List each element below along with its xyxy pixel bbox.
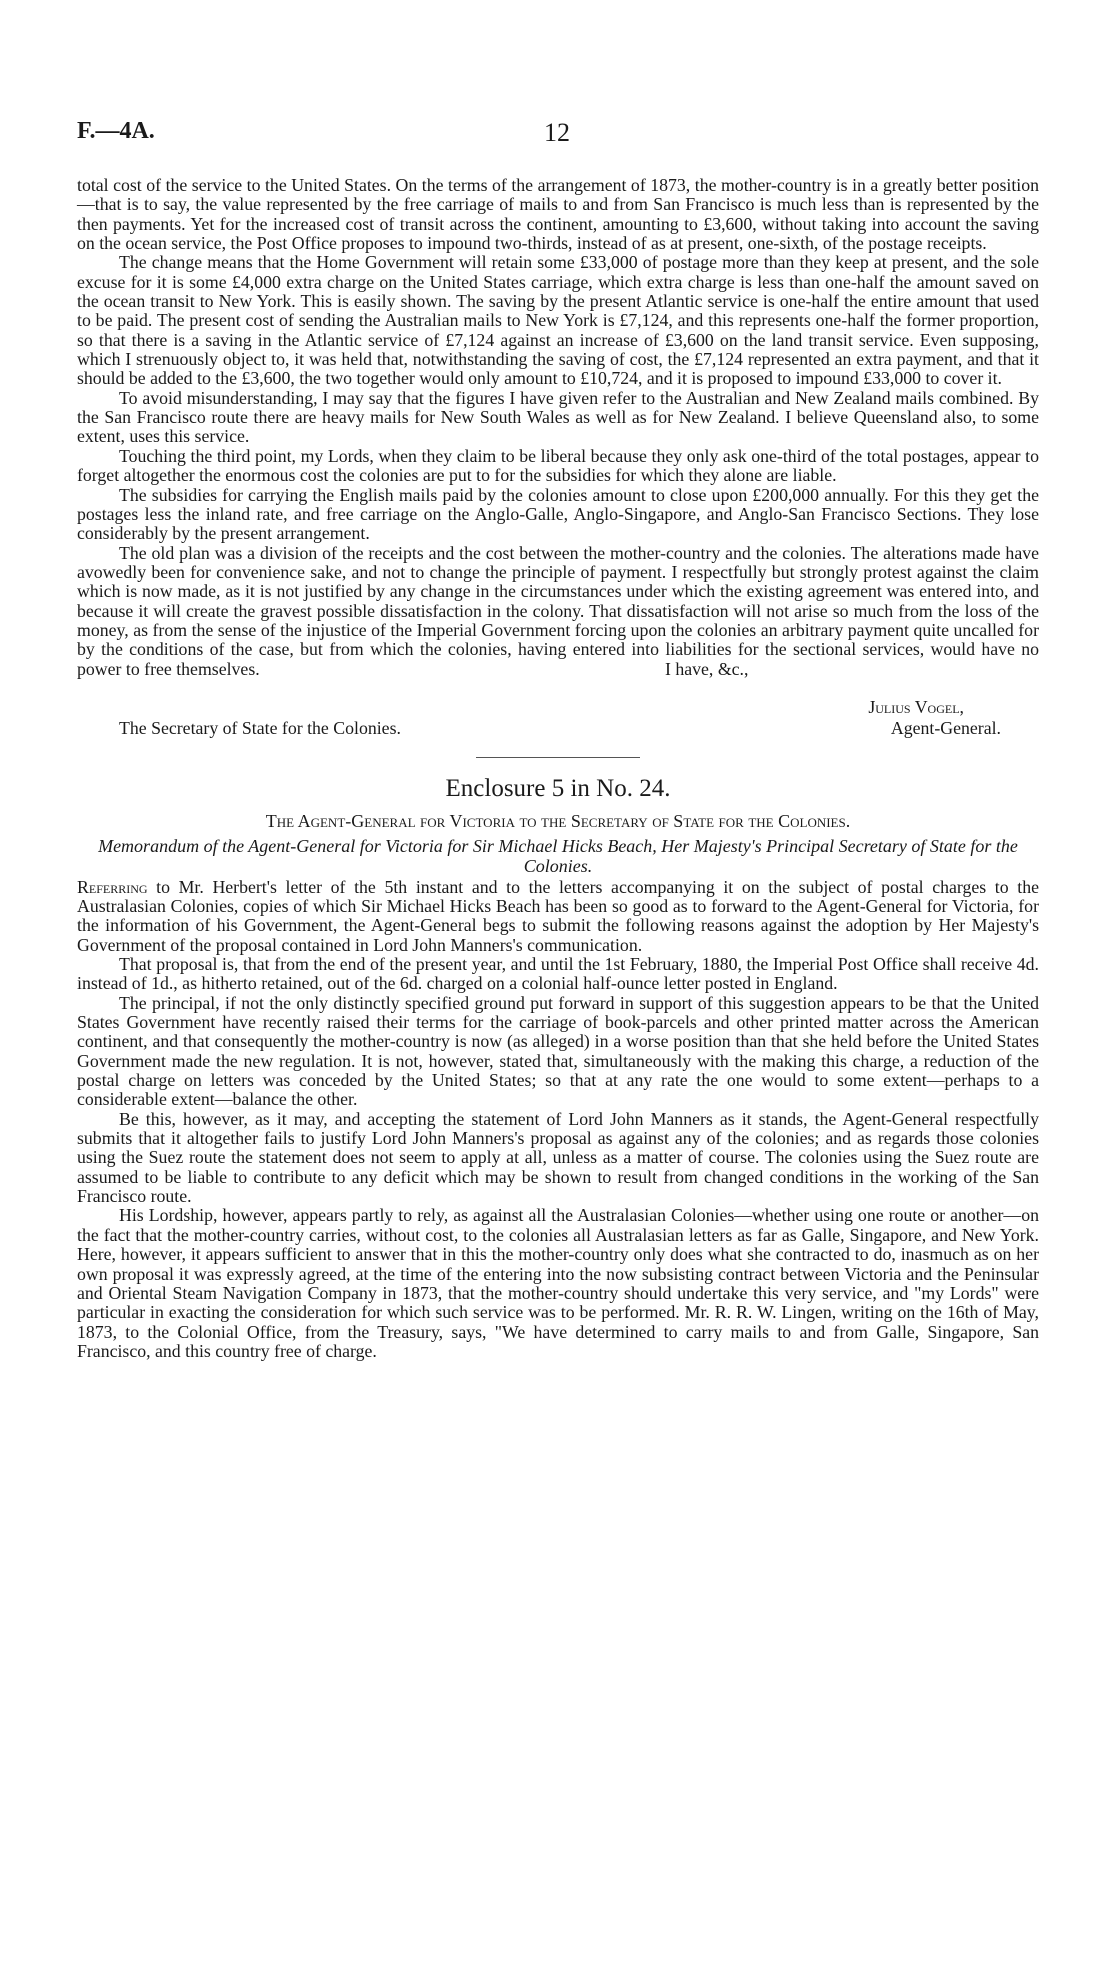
lead-word: Referring (77, 876, 148, 897)
addressee-line (77, 719, 1039, 738)
page-header (77, 118, 1037, 148)
document-reference: F.—4A. (77, 118, 155, 144)
letter-paragraph: The old plan was a division of the receipts and the cost between the mother-country and the colonies. The alterations made have avowedly been for convenience sake, and not to change the principle of payment. I respectfully but strongly protest against the claim which is now made, as it is not justified by any change in the circumstances under which the existing agreement was entered into, and because it will create the gravest possible dissatisfaction in the colony. That dissatisfaction will not arise so much from the loss of the money, as from the sense of the injustice of the Imperial Government forcing upon the colonies an arbitrary payment quite uncalled for by the conditions of the case, but from which the colonies, having entered into liabilities for the sectional services, would have no power to free themselves. (77, 542, 1039, 679)
memo-paragraph: That proposal is, that from the end of the present year, and until the 1st February, 1880, the Imperial Post Office shall receive 4d. instead of 1d., as hitherto retained, out of the 6d. charged on a colonial half-ounce letter posted in England. (77, 954, 1039, 994)
memo-paragraph (77, 878, 1039, 955)
enclosure-title: Enclosure 5 in No. 24. (445, 774, 671, 802)
enclosure-subtitle: The Agent-General for Victoria to the Secretary of State for the Colonies. (265, 810, 851, 831)
addressee: The Secretary of State for the Colonies. (119, 718, 401, 739)
signatory-title: Agent-General. (890, 718, 1001, 739)
memo-paragraph: His Lordship, however, appears partly to rely, as against all the Australasian Colonies—whether using one route or another—on the fact that the mother-country carries, without cost, to the colonies all Australasian letters as far as Galle, Singapore, and New York. Here, however, it appears sufficient to answer that in this the mother-country only does what she contracted to do, inasmuch as on her own proposal it was expressly agreed, at the time of the entering into the now subsisting contract between Victoria and the Peninsular and Oriental Steam Navigation Company in 1873, that the mother-country should undertake this very service, and "my Lords" were particular in exacting the consideration for which such service was to be performed. Mr. R. R. W. Lingen, writing on the 16th of May, 1873, to the Colonial Office, from the Treasury, says, "We have determined to carry mails to and from Galle, Singapore, San Francisco, and this country free of charge. (77, 1205, 1039, 1361)
letter-paragraph: The change means that the Home Government will retain some £33,000 of postage more than they keep at present, and the sole excuse for it is some £4,000 extra charge on the United States carriage, which extra charge is less than one-half the amount saved on the ocean transit to New York. This is easily shown. The saving by the present Atlantic service is one-half the entire amount that used to be paid. The present cost of sending the Australian mails to New York is £7,124, and this represents one-half the former proportion, so that there is a saving in the Atlantic service of £7,124 against an increase of £3,600 on the land transit service. Even supposing, which I strenuously object to, it was held that, notwithstanding the saving of cost, the £7,124 represented an extra payment, and that it should be added to the £3,600, the two together would only amount to £10,724, and it is proposed to impound £33,000 to cover it. (77, 252, 1039, 389)
letter-paragraph: Touching the third point, my Lords, when they claim to be liberal because they only ask one-third of the total postages, appear to forget altogether the enormous cost the colonies are put to for the subsidies for which they alone are liable. (77, 445, 1039, 486)
memo-paragraph: Be this, however, as it may, and accepting the statement of Lord John Manners as it stands, the Agent-General respectfully submits that it altogether fails to justify Lord John Manners's proposal as against any of the colonies; and as regards those colonies using the Suez route the statement does not seem to apply at all, unless as a matter of course. The colonies using the Suez route are assumed to be liable to contribute to any deficit which may be shown to result from changed conditions in the working of the San Francisco route. (77, 1108, 1039, 1207)
signature-name: Julius Vogel, (868, 697, 964, 718)
letter-paragraph: To avoid misunderstanding, I may say that the figures I have given refer to the Australian and New Zealand mails combined. By the San Francisco route there are heavy mails for New South Wales as well as for New Zealand. I believe Queensland also, to some extent, uses this service. (77, 387, 1039, 447)
letter-paragraph: total cost of the service to the United States. On the terms of the arrangement of 1873, the mother-country is in a greatly better position—that is to say, the value represented by the free carriage of mails to and from San Francisco is much less than is represented by the then payments. Yet for the increased cost of transit across the continent, amounting to £3,600, without taking into account the saving on the ocean service, the Post Office proposes to impound two-thirds, instead of as at present, one-sixth, of the postage receipts. (77, 175, 1039, 254)
memorandum-heading: Memorandum of the Agent-General for Victoria for Sir Michael Hicks Beach, Her Majesty's Principal Secretary of State for the Colonies. (98, 835, 1018, 876)
section-divider (476, 757, 640, 758)
signature-line (77, 698, 1039, 717)
page-number: 12 (544, 118, 570, 147)
closing-line (77, 658, 1039, 698)
memo-paragraph: The principal, if not the only distinctly specified ground put forward in support of this suggestion appears to be that the United States Government have recently raised their terms for the carriage of book-parcels and other printed matter across the American continent, and that consequently the mother-country is now (as alleged) in a worse position than that she held before the United States Government made the new regulation. It is not, however, stated that, simultaneously with the making this charge, a reduction of the postal charge on letters was conceded by the United States; so that at any rate the one would to some extent—perhaps to a considerable extent—balance the other. (77, 992, 1039, 1110)
memo-paragraph-text: to Mr. Herbert's letter of the 5th instant and to the letters accompanying it on the subject of postal charges to the Australasian Colonies, copies of which Sir Michael Hicks Beach has been so good as to forward to the Agent-General for Victoria, for the information of his Government, the Agent-General begs to submit the following reasons against the adoption by Her Majesty's Government of the proposal contained in Lord John Manners's communication. (77, 876, 1039, 955)
body-text (77, 176, 1039, 1361)
letter-paragraph: The subsidies for carrying the English mails paid by the colonies amount to close upon £200,000 annually. For this they get the postages less the inland rate, and free carriage on the Anglo-Galle, Anglo-Singapore, and Anglo-San Francisco Sections. They lose considerably by the present arrangement. (77, 484, 1039, 544)
closing-text: I have, &c., (665, 658, 749, 679)
